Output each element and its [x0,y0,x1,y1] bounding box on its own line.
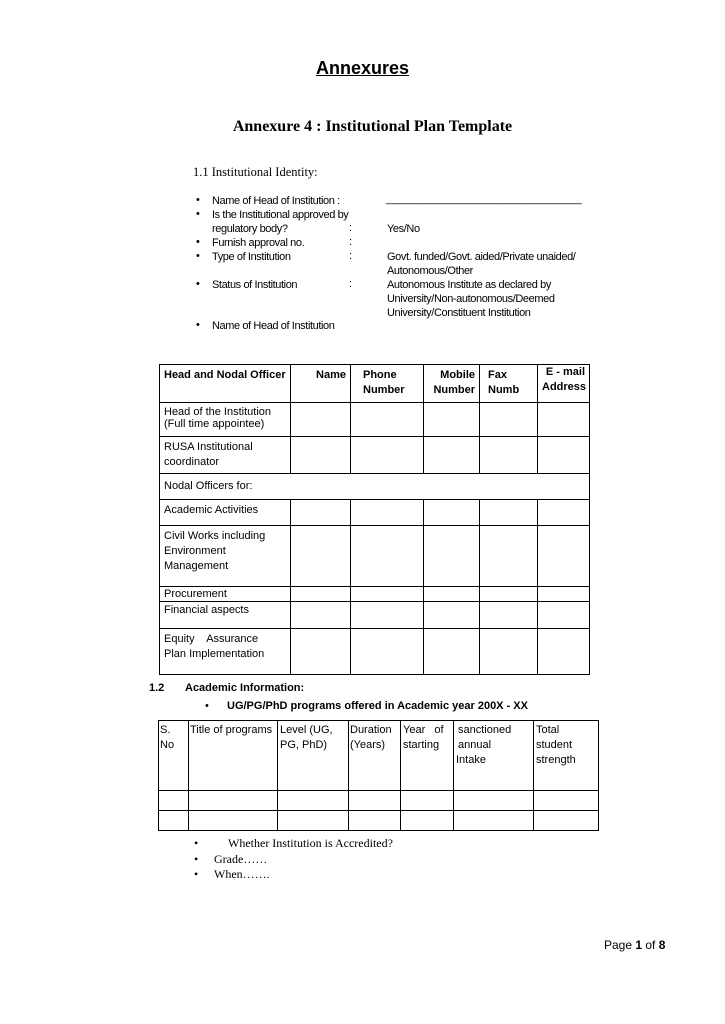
cell[interactable] [278,811,349,831]
cell-mobile[interactable] [424,587,480,602]
cell[interactable] [401,791,454,811]
cell-name[interactable] [291,437,351,474]
cell[interactable] [159,791,189,811]
cell-name[interactable] [291,500,351,526]
table-header-row [160,365,590,403]
header-title: Title of programs [189,721,278,791]
cell-email[interactable] [538,437,590,474]
cell-phone[interactable] [351,437,424,474]
bullet: • [205,700,209,712]
cell[interactable] [189,791,278,811]
table-row [160,526,590,587]
table-row [160,602,590,629]
cell-fax[interactable] [480,526,538,587]
cell-email[interactable] [538,526,590,587]
header-level: Level (UG, PG, PhD) [278,721,349,791]
section-label: Academic Information: [185,682,305,694]
cell-mobile[interactable] [424,500,480,526]
bullet: • [194,836,199,850]
header-officer: Head and Nodal Officer [160,365,291,403]
row-label: Civil Works including Environment Management [160,526,291,587]
row-label: RUSA Institutional coordinator [160,437,291,474]
header-sno: S. No [159,721,189,791]
identity-label-line: regulatory body? [212,223,288,235]
header-intake: sanctioned annual Intake [454,721,534,791]
identity-value-line: University/Non-autonomous/Deemed [387,293,555,305]
colon: : [349,236,353,248]
cell-fax[interactable] [480,587,538,602]
cell-fax[interactable] [480,602,538,629]
identity-label: Name of Head of Institution : [212,195,340,207]
cell-phone[interactable] [351,526,424,587]
cell-email[interactable] [538,587,590,602]
table-row-section [160,474,590,500]
annexure-title: Annexure 4 : Institutional Plan Template [232,118,513,135]
identity-value-blank: ________________________________ [386,193,582,205]
cell-email[interactable] [538,403,590,437]
cell[interactable] [349,791,401,811]
cell-fax[interactable] [480,500,538,526]
row-label: Financial aspects [160,602,291,629]
accreditation-grade: Grade…… [214,852,268,866]
cell[interactable] [349,811,401,831]
identity-value-line: Autonomous Institute as declared by [387,279,551,291]
page-number: Page 1 of 8 [604,938,666,952]
table-row [159,791,599,811]
colon: : [349,222,353,234]
cell-mobile[interactable] [424,403,480,437]
row-label: Equity Assurance Plan Implementation [160,629,291,675]
cell-email[interactable] [538,500,590,526]
identity-value-line: Autonomous/Other [387,265,473,277]
accreditation-when: When……. [214,867,270,881]
cell-phone[interactable] [351,602,424,629]
identity-value: Yes/No [387,223,420,235]
colon: : [349,278,353,290]
cell-phone[interactable] [351,587,424,602]
cell-name[interactable] [291,587,351,602]
cell[interactable] [534,791,599,811]
identity-value-line: Govt. funded/Govt. aided/Private unaided/ [387,251,576,263]
table-row [159,811,599,831]
cell-fax[interactable] [480,403,538,437]
identity-heading: 1.1 Institutional Identity: [193,165,318,179]
cell-fax[interactable] [480,629,538,675]
cell[interactable] [189,811,278,831]
bullet: • [196,278,200,290]
header-mobile: Mobile Number [424,365,480,403]
cell[interactable] [401,811,454,831]
programs-table [158,720,599,831]
accreditation-question: Whether Institution is Accredited? [228,836,393,850]
header-email: E - mail Address [538,365,590,403]
document-title: Annexures [315,58,410,78]
cell[interactable] [534,811,599,831]
identity-label: Type of Institution [212,251,291,263]
header-year: Year of starting [401,721,454,791]
cell-phone[interactable] [351,403,424,437]
cell-mobile[interactable] [424,437,480,474]
row-label: Nodal Officers for: [160,474,590,500]
table-row [160,587,590,602]
bullet: • [194,867,199,881]
identity-label: Furnish approval no. [212,237,305,249]
bullet: • [196,236,200,248]
table-row [160,403,590,437]
header-total: Total student strength [534,721,599,791]
bullet: • [196,194,200,206]
header-phone: Phone Number [351,365,424,403]
row-label: Head of the Institution (Full time appointee) [160,403,291,437]
cell-name[interactable] [291,629,351,675]
section-number: 1.2 [149,682,165,694]
table-row [160,437,590,474]
table-header-row [159,721,599,791]
header-fax: Fax Numb [480,365,538,403]
row-label: Procurement [160,587,291,602]
programs-label: UG/PG/PhD programs offered in Academic year 200X - XX [227,700,528,712]
cell[interactable] [454,791,534,811]
cell[interactable] [278,791,349,811]
bullet: • [196,208,200,220]
identity-label: Status of Institution [212,279,298,291]
cell-name[interactable] [291,526,351,587]
identity-label: Name of Head of Institution [212,320,335,332]
bullet: • [194,852,199,866]
cell-mobile[interactable] [424,629,480,675]
bullet: • [196,319,200,331]
officer-table [159,364,590,675]
cell-mobile[interactable] [424,526,480,587]
cell-mobile[interactable] [424,602,480,629]
identity-value-line: University/Constituent Institution [387,307,531,319]
cell[interactable] [454,811,534,831]
cell-phone[interactable] [351,500,424,526]
table-row [160,629,590,675]
bullet: • [196,250,200,262]
cell-email[interactable] [538,629,590,675]
cell[interactable] [159,811,189,831]
cell-name[interactable] [291,602,351,629]
cell-email[interactable] [538,602,590,629]
row-label: Academic Activities [160,500,291,526]
header-name: Name [291,365,351,403]
cell-name[interactable] [291,403,351,437]
identity-label-line: Is the Institutional approved by [212,209,349,221]
colon: : [349,250,353,262]
header-duration: Duration (Years) [349,721,401,791]
table-row [160,500,590,526]
cell-fax[interactable] [480,437,538,474]
cell-phone[interactable] [351,629,424,675]
